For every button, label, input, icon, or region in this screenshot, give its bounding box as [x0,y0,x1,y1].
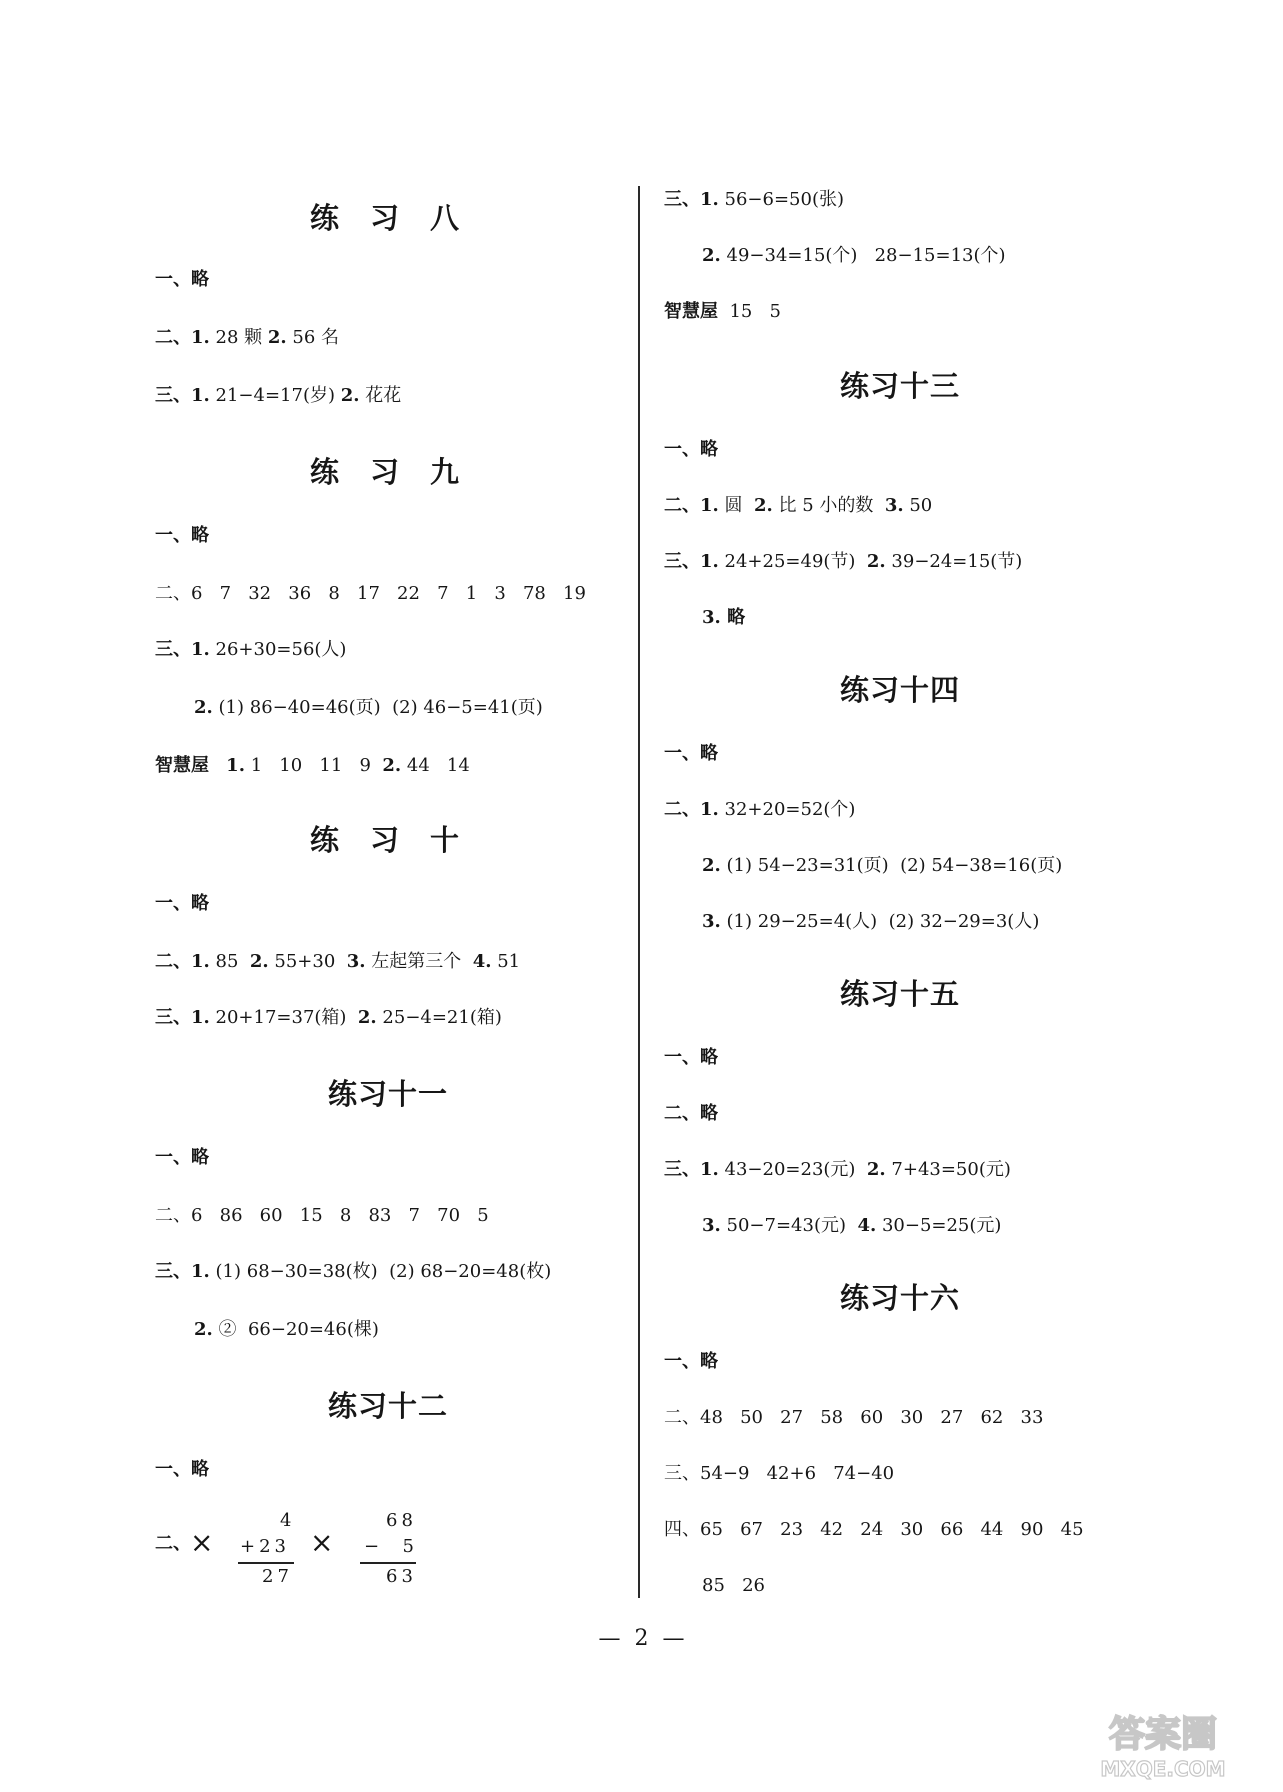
s10-line-2: 二、1. 85 2. 55+30 3. 左起第三个 4. 51 [155,951,521,972]
section-title-14: 练习十四 [840,673,961,707]
s14-line-4: 3. (1) 29−25=4(人) (2) 32−29=3(人) [702,911,1040,932]
section-title-11: 练习十一 [328,1077,449,1111]
s13-line-2: 二、1. 圆 2. 比 5 小的数 3. 50 [664,495,933,516]
column-divider [638,186,640,1598]
section-title-16: 练习十六 [840,1281,961,1315]
watermark-logo [1063,1708,1263,1782]
section-title-9: 练 习 九 [310,455,461,489]
s16-line-2: 二、48 50 27 58 60 30 27 62 33 [664,1407,1044,1428]
vertical-calc-1-result: 27 [262,1566,293,1587]
wrong-mark-1: × [190,1526,214,1559]
rt-line-2: 2. 49−34=15(个) 28−15=13(个) [702,245,1006,266]
section-title-12: 练习十二 [328,1389,449,1423]
vertical-calc-2-result: 63 [386,1566,417,1587]
s10-line-1: 一、略 [155,893,209,914]
s16-line-3: 三、54−9 42+6 74−40 [664,1463,895,1484]
s12-line-1: 一、略 [155,1459,209,1480]
s14-line-2: 二、1. 32+20=52(个) [664,799,856,820]
s11-line-3: 三、1. (1) 68−30=38(枚) (2) 68−20=48(枚) [155,1261,552,1282]
s16-line-4: 四、65 67 23 42 24 30 66 44 90 45 [664,1519,1084,1540]
vertical-calc-1-top: 4 [280,1510,296,1531]
s13-line-1: 一、略 [664,439,718,460]
s16-line-5: 85 26 [702,1575,765,1596]
s15-line-1: 一、略 [664,1047,718,1068]
section-title-13: 练习十三 [840,369,961,403]
s15-line-4: 3. 50−7=43(元) 4. 30−5=25(元) [702,1215,1002,1236]
s9-line-1: 一、略 [155,525,209,546]
s13-line-4: 3. 略 [702,607,746,628]
s9-line-3: 三、1. 26+30=56(人) [155,639,347,660]
s10-line-3: 三、1. 20+17=37(箱) 2. 25−4=21(箱) [155,1007,502,1028]
s12-line-2-prefix: 二、 [155,1533,191,1554]
s9-line-5: 智慧屋 1. 1 10 11 9 2. 44 14 [155,755,470,776]
s9-line-2: 二、6 7 32 36 8 17 22 7 1 3 78 19 [155,583,586,604]
section-title-10: 练 习 十 [310,823,461,857]
s9-line-4: 2. (1) 86−40=46(页) (2) 46−5=41(页) [194,697,543,718]
s16-line-1: 一、略 [664,1351,718,1372]
watermark-text-url: MXQE.COM [1100,1757,1226,1781]
rt-line-1: 三、1. 56−6=50(张) [664,189,844,210]
vertical-calc-2-mid: − 5 [364,1536,418,1557]
s15-line-2: 二、略 [664,1103,718,1124]
s15-line-3: 三、1. 43−20=23(元) 2. 7+43=50(元) [664,1159,1011,1180]
vertical-calc-1-rule [238,1562,294,1564]
s8-line-1: 一、略 [155,269,209,290]
wrong-mark-2: × [310,1526,334,1559]
section-title-8: 练 习 八 [310,201,461,235]
page-number: — 2 — [598,1626,685,1651]
s11-line-1: 一、略 [155,1147,209,1168]
s13-line-3: 三、1. 24+25=49(节) 2. 39−24=15(节) [664,551,1023,572]
vertical-calc-1-mid: +23 [240,1536,290,1557]
s11-line-4: 2. ② 66−20=46(棵) [194,1319,379,1340]
watermark-text-main: 答案圈 [1108,1714,1218,1755]
s11-line-2: 二、6 86 60 15 8 83 7 70 5 [155,1205,489,1226]
s14-line-3: 2. (1) 54−23=31(页) (2) 54−38=16(页) [702,855,1063,876]
s8-line-2: 二、1. 28 颗 2. 56 名 [155,327,340,348]
s14-line-1: 一、略 [664,743,718,764]
rt-line-3: 智慧屋 15 5 [664,301,781,322]
vertical-calc-2-rule [360,1562,416,1564]
section-title-15: 练习十五 [840,977,961,1011]
vertical-calc-2-top: 68 [386,1510,417,1531]
s8-line-3: 三、1. 21−4=17(岁) 2. 花花 [155,385,402,406]
